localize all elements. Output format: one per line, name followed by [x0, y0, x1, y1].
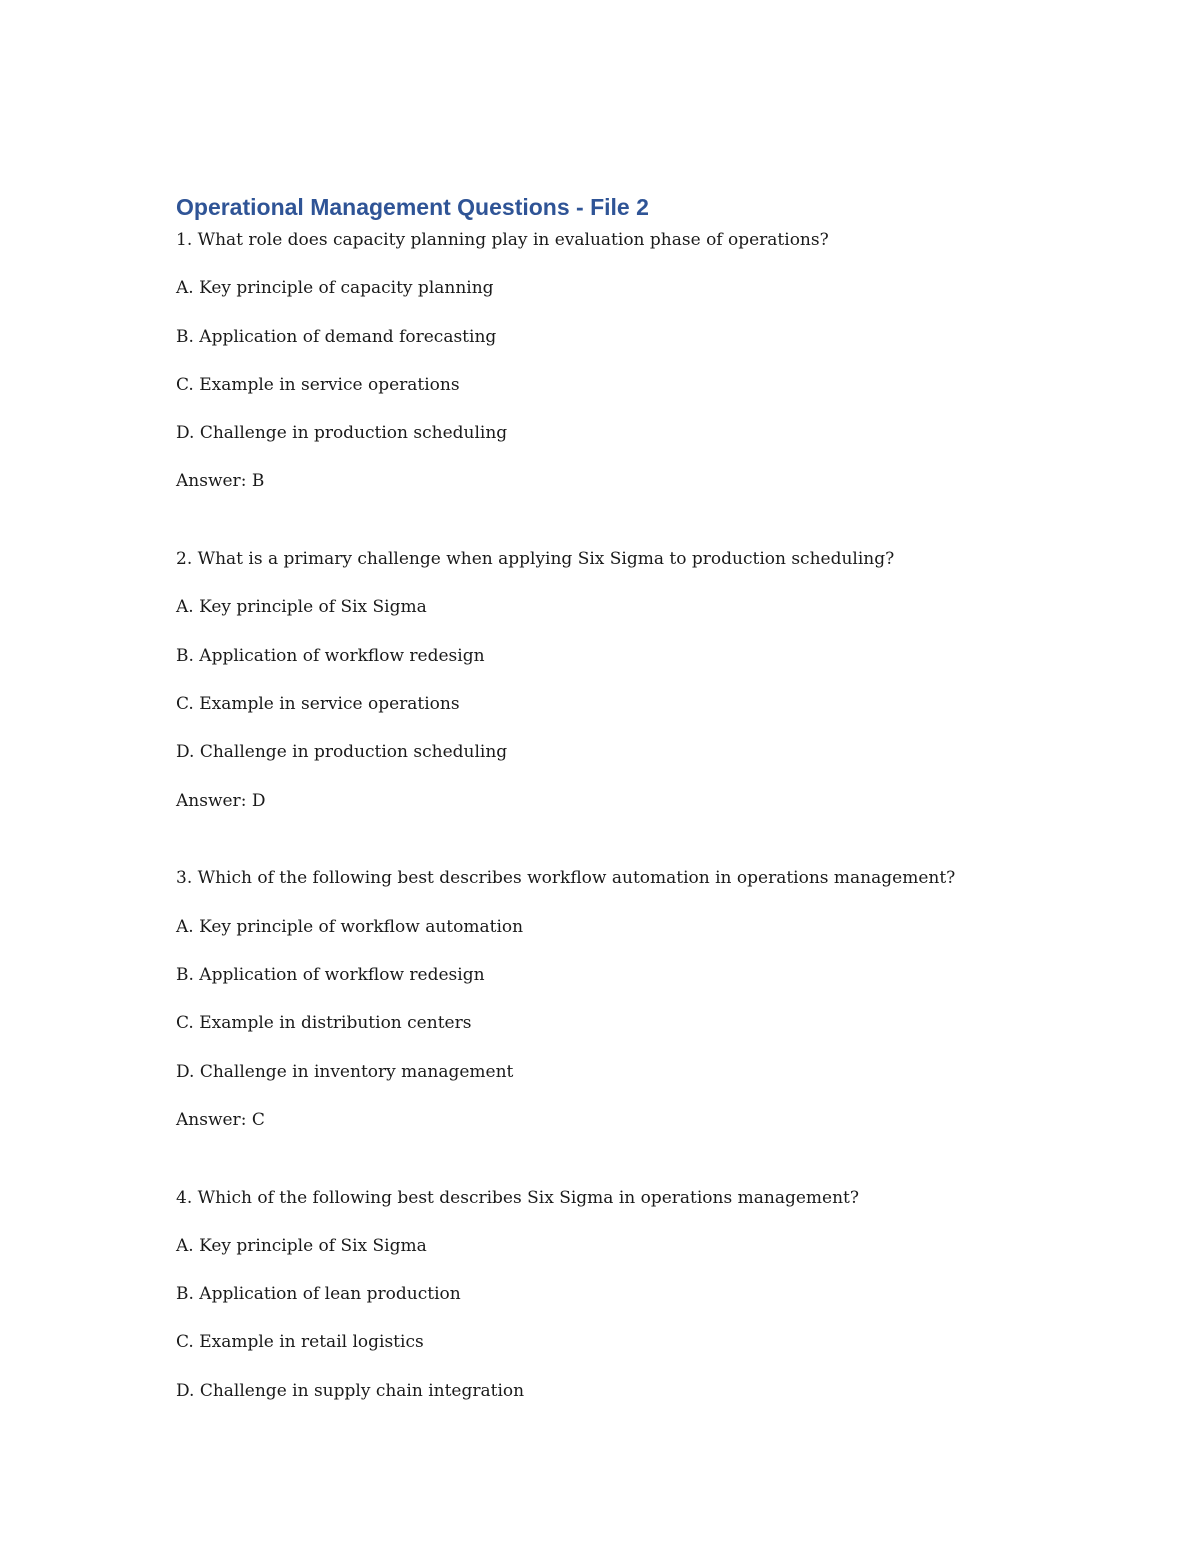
- question-text: 2. What is a primary challenge when applying Six Sigma to production scheduling?: [176, 549, 895, 570]
- answer-key: Answer: D: [176, 790, 266, 811]
- answer-option: D. Challenge in inventory management: [176, 1061, 514, 1082]
- answer-option: D. Challenge in production scheduling: [176, 423, 508, 444]
- answer-key: Answer: C: [176, 1109, 265, 1130]
- question-text: 1. What role does capacity planning play in evaluation phase of operations?: [176, 230, 829, 250]
- question-block: [176, 1182, 1076, 1423]
- document-title: Operational Management Questions - File 2: [176, 194, 649, 220]
- answer-option: D. Challenge in supply chain integration: [176, 1380, 525, 1401]
- answer-option: D. Challenge in production scheduling: [176, 742, 508, 763]
- question-spacer: [176, 833, 1076, 862]
- question-text: 3. Which of the following best describes workflow automation in operations management?: [176, 868, 956, 889]
- answer-option: B. Application of lean production: [176, 1284, 461, 1305]
- question-block: [176, 543, 1076, 833]
- answer-option: A. Key principle of workflow automation: [176, 916, 524, 937]
- answer-key: Answer: B: [176, 471, 265, 492]
- document-content: [176, 190, 1076, 1423]
- answer-option: A. Key principle of capacity planning: [176, 278, 494, 299]
- answer-option: C. Example in distribution centers: [176, 1013, 472, 1034]
- answer-option: A. Key principle of Six Sigma: [176, 597, 427, 618]
- answer-option: B. Application of demand forecasting: [176, 326, 497, 347]
- answer-option: C. Example in service operations: [176, 374, 460, 395]
- question-block: [176, 224, 1076, 514]
- question-text: 4. Which of the following best describes Six Sigma in operations management?: [176, 1187, 859, 1208]
- answer-option: C. Example in retail logistics: [176, 1332, 424, 1353]
- question-block: [176, 862, 1076, 1152]
- answer-option: C. Example in service operations: [176, 694, 460, 715]
- answer-option: B. Application of workflow redesign: [176, 964, 485, 985]
- answer-option: B. Application of workflow redesign: [176, 645, 485, 666]
- question-spacer: [176, 514, 1076, 543]
- question-spacer: [176, 1152, 1076, 1181]
- answer-option: A. Key principle of Six Sigma: [176, 1235, 427, 1256]
